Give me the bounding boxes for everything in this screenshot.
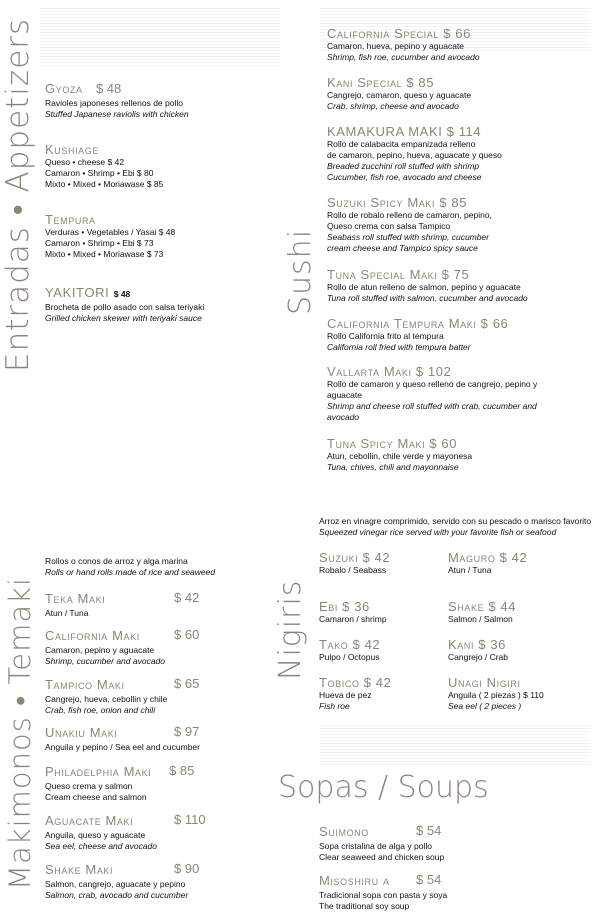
item-desc-en: avocado xyxy=(327,412,360,422)
item-desc-es: Rollo California frito al tempura xyxy=(327,331,444,341)
item-desc-en: Shrimp and cheese roll stuffed with crab, cucumber and xyxy=(327,401,537,411)
item-option: Camaron • Shrimp • Ebi $ 73 xyxy=(45,238,154,248)
item-desc-en: Cream cheese and salmon xyxy=(45,792,147,802)
item-desc-en: Tuna roll stuffed with salmon, cucumber and avocado xyxy=(327,293,528,303)
menu-item-aguacate-maki xyxy=(45,812,213,852)
item-name: Vallarta Maki $ 102 xyxy=(327,364,452,379)
item-desc-en: Shrimp, fish roe, cucumber and avocado xyxy=(327,52,480,62)
menu-item-tampico-maki xyxy=(45,676,213,716)
item-option: Mixto • Mixed • Moriawase $ 73 xyxy=(45,249,164,259)
item-option: Verduras • Vegetables / Yasai $ 48 xyxy=(45,227,176,237)
item-name: Philadelphia Maki xyxy=(45,764,152,779)
item-name: Gyoza xyxy=(45,81,83,96)
item-desc-es: de camaron, pepino, hueva, aguacate y queso xyxy=(327,150,502,160)
item-desc-en: The traditional soy soup xyxy=(319,901,410,911)
menu-item-kani-special xyxy=(327,75,471,112)
item-name: Tempura xyxy=(45,212,96,227)
nigiris-intro xyxy=(319,516,591,538)
item-desc: Anguila y pepino / Sea eel and cucumber xyxy=(45,742,200,752)
item-price: $ 110 xyxy=(174,812,206,827)
item-desc-en: Sea eel, cheese and avocado xyxy=(45,841,158,851)
item-desc: Atun / Tuna xyxy=(448,565,492,575)
menu-item-misoshiru xyxy=(319,872,459,912)
item-desc-es: Queso crema y salmon xyxy=(45,781,133,791)
item-desc-es: aguacate xyxy=(327,390,362,400)
menu-item-california-tempura-maki xyxy=(327,316,508,353)
menu-item-shake-nigiri xyxy=(448,599,516,625)
item-name: Tuna Spicy Maki $ 60 xyxy=(327,436,458,451)
menu-item-california-maki xyxy=(45,627,213,667)
item-name: California Special $ 66 xyxy=(327,26,471,41)
item-desc-es: Rollo de camaron y queso relleno de cangrejo, pepino y xyxy=(327,379,538,389)
menu-item-unakiu-maki xyxy=(45,724,213,753)
item-desc-es: Cangrejo, camaron, queso y aguacate xyxy=(327,90,472,100)
item-desc-en: Crab, shrimp, cheese and avocado xyxy=(327,101,459,111)
item-desc-en: Cucumber, fish roe, avocado and cheese xyxy=(327,172,482,182)
item-price: $ 54 xyxy=(416,872,442,887)
intro-en: Rolls or hand rolls made of rice and seaweed xyxy=(45,567,216,577)
menu-item-yakitori xyxy=(45,284,204,324)
item-desc-en: Crab, fish roe, onion and chili xyxy=(45,705,156,715)
menu-item-unagi-nigiri xyxy=(448,675,544,712)
item-desc: Atun / Tuna xyxy=(45,608,89,618)
menu-item-tako-nigiri xyxy=(319,637,380,663)
item-name: Suzuki $ 42 xyxy=(319,550,391,565)
item-name: Misoshiru a xyxy=(319,873,390,888)
menu-item-tuna-spicy-maki xyxy=(327,436,472,473)
item-name: Suimono xyxy=(319,824,369,839)
menu-item-maguro-nigiri xyxy=(448,550,527,576)
item-name: Shake Maki xyxy=(45,862,114,877)
intro-es: Arroz en vinagre comprimido, servido con su pescado o marisco favorito xyxy=(319,516,592,526)
item-desc: Camaron / shrimp xyxy=(319,614,387,624)
intro-es: Rollos o conos de arroz y alga marina xyxy=(45,556,188,566)
menu-item-tuna-special-maki xyxy=(327,267,528,304)
menu-item-ebi-nigiri xyxy=(319,599,387,625)
menu-item-philadelphia-maki xyxy=(45,763,213,803)
item-option: Queso • cheese $ 42 xyxy=(45,157,125,167)
item-desc-es: Brocheta de pollo asado con salsa teriyaki xyxy=(45,302,205,312)
item-desc-es: Rollo de atun relleno de salmon, pepino y aguacate xyxy=(327,282,521,292)
section-title-sopas: Sopas / Soups xyxy=(278,770,489,805)
item-price: $ 90 xyxy=(174,861,200,876)
item-price: $ 97 xyxy=(174,724,200,739)
item-desc-es: Ravioles japoneses rellenos de pollo xyxy=(45,98,183,108)
item-desc-en: cream cheese and Tampico spicy sauce xyxy=(327,243,478,253)
item-option: Camaron • Shrimp • Ebi $ 80 xyxy=(45,168,154,178)
item-desc-es: Queso crema con salsa Tampico xyxy=(327,221,451,231)
item-name: Suzuki Spicy Maki $ 85 xyxy=(327,195,468,210)
item-name: Shake $ 44 xyxy=(448,599,517,614)
item-name: Tako $ 42 xyxy=(319,637,381,652)
item-desc-en: Clear seaweed and chicken soup xyxy=(319,852,445,862)
item-name: Teka Maki xyxy=(45,591,106,606)
item-name: Tobico $ 42 xyxy=(319,675,392,690)
item-desc-en: Shrimp, cucumber and avocado xyxy=(45,656,166,666)
item-name: California Tempura Maki $ 66 xyxy=(327,316,509,331)
item-desc-es: Rollo de robalo relleno de camaron, pepino, xyxy=(327,210,492,220)
menu-item-gyoza xyxy=(45,80,189,120)
item-price: $ 48 xyxy=(95,81,122,96)
item-desc: Pulpo / Octopus xyxy=(319,652,380,662)
decorative-stripes-middle xyxy=(320,725,590,765)
item-desc-es: Salmon, cangrejo, aguacate y pepino xyxy=(45,879,186,889)
menu-item-vallarta-maki xyxy=(327,364,537,423)
decorative-stripes-top-left xyxy=(40,8,280,68)
item-name: Unagi Nigiri xyxy=(448,675,521,690)
item-name: Unakiu Maki xyxy=(45,725,118,740)
item-name: Kani Special $ 85 xyxy=(327,75,435,90)
item-name: Ebi $ 36 xyxy=(319,599,370,614)
item-desc-en: Stuffed Japanese raviolis with chicken xyxy=(45,109,189,119)
item-desc-en: California roll fried with tempura batter xyxy=(327,342,471,352)
item-desc-es: Rollo de calabacita empanizada relleno xyxy=(327,139,476,149)
item-desc-es: Hueva de pez xyxy=(319,690,372,700)
menu-item-kamakura-maki xyxy=(327,124,502,183)
item-desc-en: Fish roe xyxy=(319,701,350,711)
menu-item-tobico-nigiri xyxy=(319,675,391,712)
menu-item-suzuki-nigiri xyxy=(319,550,390,576)
item-desc: Salmon / Salmon xyxy=(448,614,513,624)
menu-item-california-special xyxy=(327,26,480,63)
item-desc-es: Camaron, pepino y aguacate xyxy=(45,645,155,655)
item-desc-es: Anguila, queso y aguacate xyxy=(45,830,146,840)
item-desc-es: Sopa cristalina de alga y pollo xyxy=(319,841,432,851)
item-desc: Robalo / Seabass xyxy=(319,565,387,575)
menu-item-suimono xyxy=(319,823,459,863)
item-price: $ 85 xyxy=(169,763,195,778)
intro-en: Squeezed vinegar rice served with your favorite fish or seafood xyxy=(319,527,557,537)
item-desc-en: Breaded zucchini roll stuffed with shrimp xyxy=(327,161,480,171)
menu-item-shake-maki xyxy=(45,861,213,901)
item-desc-en: Sea eel ( 2 pieces ) xyxy=(448,701,522,711)
item-name: Maguro $ 42 xyxy=(448,550,528,565)
section-title-makimonos: Makimonos • Temaki xyxy=(3,577,37,890)
item-price: $ 42 xyxy=(174,590,200,605)
item-desc-es: Cangrejo, hueva, cebollin y chile xyxy=(45,694,168,704)
section-title-entradas: Entradas • Appetizers xyxy=(0,17,36,372)
section-title-nigiris: Nigiris xyxy=(273,579,308,680)
menu-item-kani-nigiri xyxy=(448,637,508,663)
item-name: Tuna Special Maki $ 75 xyxy=(327,267,470,282)
item-desc: Cangrejo / Crab xyxy=(448,652,509,662)
item-option: Mixto • Mixed • Moriawase $ 85 xyxy=(45,179,164,189)
item-desc-es: Atun, cebollin, chile verde y mayonesa xyxy=(327,451,473,461)
item-price: $ 48 xyxy=(113,289,131,299)
item-desc-en: Grilled chicken skewer with teriyaki sauce xyxy=(45,313,202,323)
item-desc-en: Tuna, chives, chili and mayonnaise xyxy=(327,462,459,472)
item-name: Aguacate Maki xyxy=(45,813,134,828)
menu-item-teka-maki xyxy=(45,590,213,619)
item-name: Kani $ 36 xyxy=(448,637,506,652)
item-desc-es: Camaron, hueva, pepino y aguacate xyxy=(327,41,465,51)
item-price: $ 60 xyxy=(174,627,200,642)
item-desc-en: Seabass roll stuffed with shrimp, cucumber xyxy=(327,232,490,242)
item-name: Tampico Maki xyxy=(45,677,125,692)
item-desc-es: Anguila ( 2 piezas ) $ 110 xyxy=(448,690,544,700)
item-name: YAKITORI xyxy=(45,285,110,300)
item-name: Kushiage xyxy=(45,142,99,157)
menu-item-kushiage xyxy=(45,142,163,190)
makimonos-intro xyxy=(45,556,215,578)
item-name: KAMAKURA MAKI $ 114 xyxy=(327,124,482,139)
section-title-sushi: Sushi xyxy=(283,228,318,315)
menu-item-tempura xyxy=(45,212,175,260)
item-desc-en: Salmon, crab, avocado and cucumber xyxy=(45,890,189,900)
menu-item-suzuki-spicy-maki xyxy=(327,195,492,254)
item-name: California Maki xyxy=(45,628,140,643)
item-desc-es: Tradicional sopa con pasta y soya xyxy=(319,890,448,900)
item-price: $ 65 xyxy=(174,676,200,691)
item-price: $ 54 xyxy=(416,823,442,838)
